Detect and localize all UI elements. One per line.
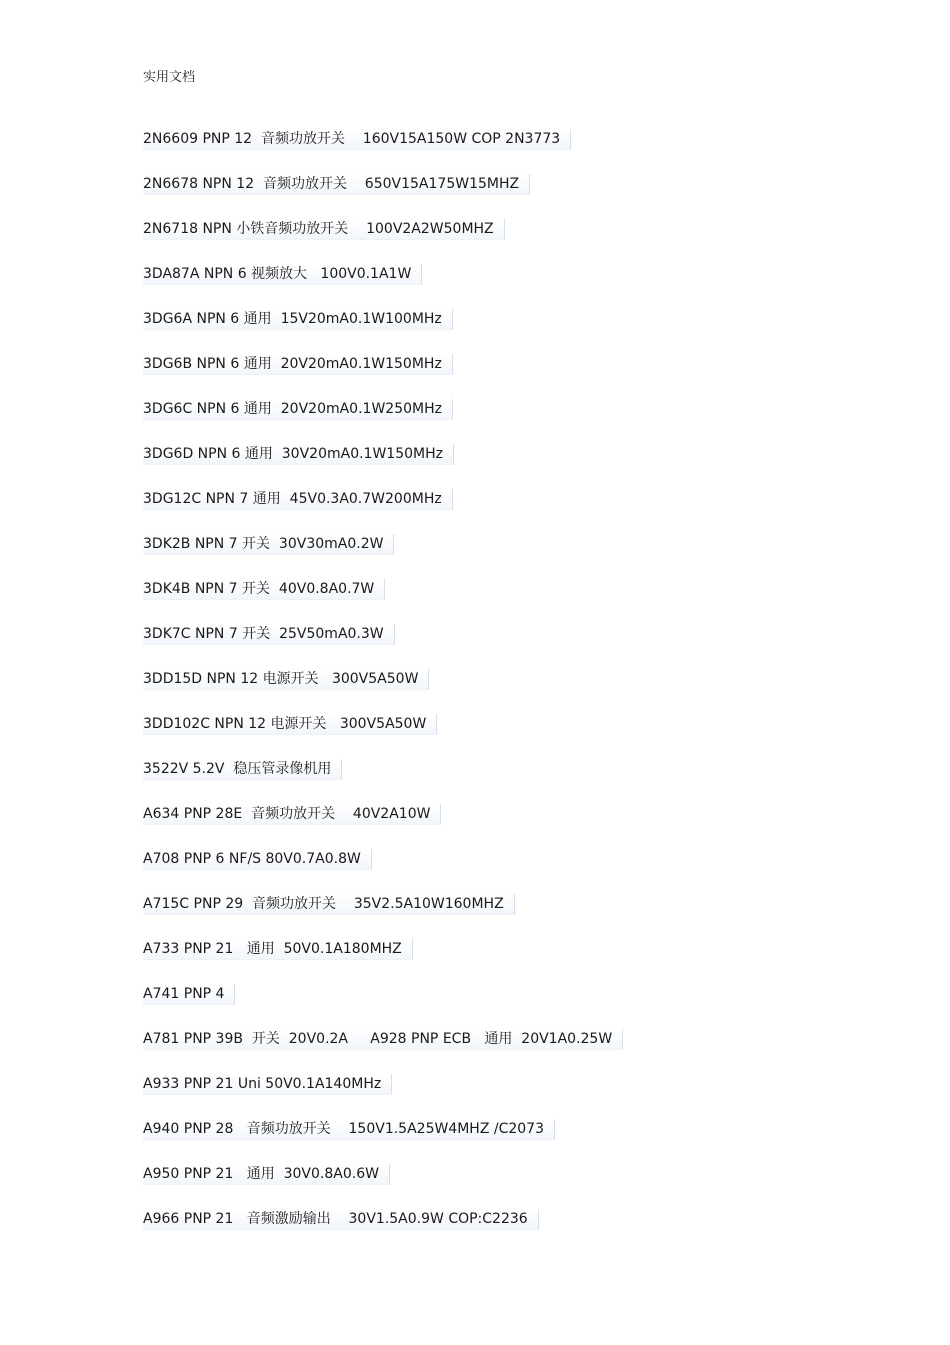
list-item	[143, 1028, 843, 1073]
list-item	[143, 488, 843, 533]
list-item-text: 3DD102C NPN 12 电源开关 300V5A50W	[143, 714, 437, 735]
list-item	[143, 623, 843, 668]
list-item-text: 3DG6B NPN 6 通用 20V20mA0.1W150MHz	[143, 354, 453, 375]
list-item-text: 3DK7C NPN 7 开关 25V50mA0.3W	[143, 624, 395, 645]
list-item-text: 2N6718 NPN 小铁音频功放开关 100V2A2W50MHZ	[143, 219, 505, 240]
list-item-text: A966 PNP 21 音频激励输出 30V1.5A0.9W COP:C2236	[143, 1209, 539, 1230]
list-item	[143, 893, 843, 938]
list-item	[143, 128, 843, 173]
list-item-text: 3DK2B NPN 7 开关 30V30mA0.2W	[143, 534, 394, 555]
list-item-text: A940 PNP 28 音频功放开关 150V1.5A25W4MHZ /C2073	[143, 1119, 555, 1140]
list-item	[143, 668, 843, 713]
list-item-text: 2N6678 NPN 12 音频功放开关 650V15A175W15MHZ	[143, 174, 530, 195]
list-item-text: A708 PNP 6 NF/S 80V0.7A0.8W	[143, 849, 372, 870]
list-item-text: 3DG6C NPN 6 通用 20V20mA0.1W250MHz	[143, 399, 453, 420]
list-item-text: 3DD15D NPN 12 电源开关 300V5A50W	[143, 669, 429, 690]
list-item-text: A781 PNP 39B 开关 20V0.2A A928 PNP ECB 通用 20V1A0.25W	[143, 1029, 623, 1050]
list-item	[143, 983, 843, 1028]
list-item	[143, 533, 843, 578]
list-item-text: 3DK4B NPN 7 开关 40V0.8A0.7W	[143, 579, 385, 600]
list-item	[143, 1118, 843, 1163]
list-item-text: 2N6609 PNP 12 音频功放开关 160V15A150W COP 2N3773	[143, 129, 571, 150]
list-item	[143, 713, 843, 758]
list-item	[143, 758, 843, 803]
list-item	[143, 1163, 843, 1208]
list-item	[143, 263, 843, 308]
list-item	[143, 1073, 843, 1118]
list-item-text: A634 PNP 28E 音频功放开关 40V2A10W	[143, 804, 441, 825]
list-item-text: A715C PNP 29 音频功放开关 35V2.5A10W160MHZ	[143, 894, 515, 915]
list-item-text: 3522V 5.2V 稳压管录像机用	[143, 759, 342, 780]
list-item	[143, 848, 843, 893]
list-item-text: 3DA87A NPN 6 视频放大 100V0.1A1W	[143, 264, 422, 285]
list-item	[143, 938, 843, 983]
list-item	[143, 218, 843, 263]
component-list	[143, 128, 843, 1253]
list-item	[143, 398, 843, 443]
list-item	[143, 803, 843, 848]
list-item-text: 3DG6D NPN 6 通用 30V20mA0.1W150MHz	[143, 444, 454, 465]
list-item	[143, 353, 843, 398]
list-item	[143, 1208, 843, 1253]
list-item-text: A933 PNP 21 Uni 50V0.1A140MHz	[143, 1074, 392, 1095]
list-item-text: A741 PNP 4	[143, 984, 235, 1005]
list-item	[143, 578, 843, 623]
list-item-text: A950 PNP 21 通用 30V0.8A0.6W	[143, 1164, 390, 1185]
list-item	[143, 173, 843, 218]
list-item-text: A733 PNP 21 通用 50V0.1A180MHZ	[143, 939, 413, 960]
list-item	[143, 308, 843, 353]
list-item	[143, 443, 843, 488]
page-header: 实用文档	[143, 70, 196, 85]
list-item-text: 3DG12C NPN 7 通用 45V0.3A0.7W200MHz	[143, 489, 453, 510]
list-item-text: 3DG6A NPN 6 通用 15V20mA0.1W100MHz	[143, 309, 453, 330]
